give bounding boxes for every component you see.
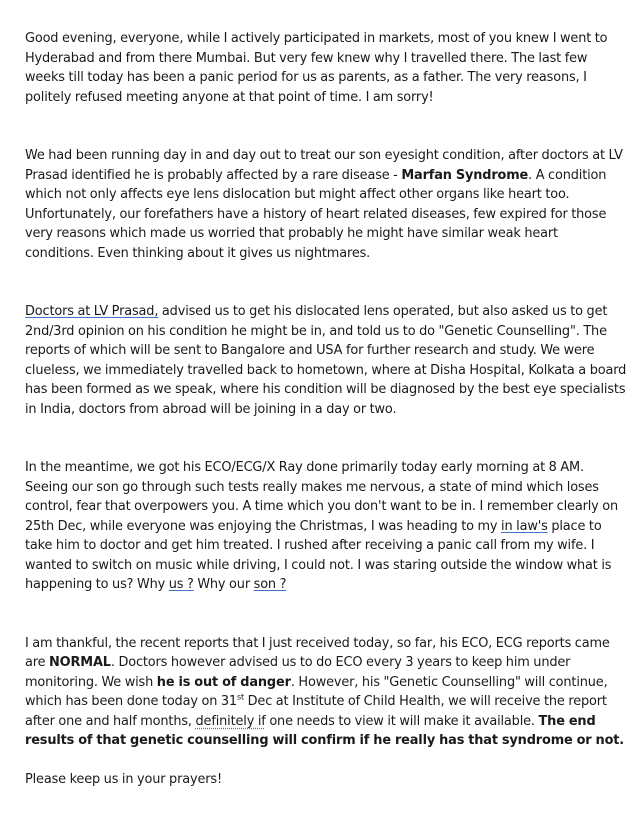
paragraph-meantime — [25, 458, 630, 595]
thankful-text-4: Dec at Institute of Child Health, we will receive the report after one and half months, — [25, 694, 607, 729]
meantime-text-1: In the meantime, we got his ECO/ECG/X Ray done primarily today early morning at 8 AM. Seeing our son go through such tests really makes me nervous, a state of mind which loses control, fear that overpowers you. A time which you don't want to be in. I remember clearly on 25th Dec, while everyone was enjoying the Christmas, I was heading to my — [25, 460, 619, 534]
us-question: us ? — [168, 577, 194, 592]
date-ordinal: st — [236, 692, 244, 702]
condition-text-1: We had been running day in and day out to treat our son eyesight condition, after doctors at LV Prasad identified he is probably affected by a rare disease - — [25, 148, 623, 183]
normal-text: NORMAL — [49, 655, 111, 670]
paragraph-prayers — [25, 770, 630, 790]
greeting-text: Good evening, everyone, while I actively participated in markets, most of you knew I went to Hyderabad and from there Mumbai. But very few knew why I travelled there. The last few weeks till today has been a panic period for us as parents, as a father. The very reasons, I politely refused meeting anyone at that point of time. I am sorry! — [25, 31, 608, 105]
thankful-text-3: . However, his "Genetic Counselling" will continue, which has been done today on 31 — [25, 674, 608, 709]
in-laws-text: in law's — [501, 518, 548, 534]
paragraph-thankful — [25, 634, 630, 751]
document-page — [25, 29, 630, 790]
paragraph-condition — [25, 146, 630, 263]
definitely-if-text: definitely if — [195, 713, 266, 729]
thankful-text-2: . Doctors however advised us to do ECO every 3 years to keep him under monitoring. We wish — [25, 655, 571, 690]
meantime-text-3: Why our — [193, 577, 254, 592]
end-results-text: The end results of that genetic counselling will confirm if he really has that syndrome or not. — [25, 713, 625, 748]
paragraph-doctors — [25, 302, 630, 419]
doctors-at-lv-prasad: Doctors at LV Prasad, — [25, 304, 159, 319]
syndrome-name: Marfan Syndrome — [401, 167, 529, 183]
thankful-text-5: one needs to view it will make it available. — [265, 713, 539, 729]
son-question: son ? — [253, 577, 287, 592]
thankful-text-1: I am thankful, the recent reports that I just received today, so far, his ECO, ECG reports came are — [25, 635, 610, 670]
meantime-text-2: place to take him to doctor and get him treated. I rushed after receiving a panic call from my wife. I wanted to switch on music while driving, I could not. I was staring outside the window what is happening to us? Why — [25, 518, 612, 592]
doctors-text: advised us to get his dislocated lens operated, but also asked us to get 2nd/3rd opinion on his condition he might be in, and told us to do "Genetic Counselling". The reports of which will be sent to Bangalore and USA for further research and study. We were clueless, we immediately travelled back to hometown, where at Disha Hospital, Kolkata a board has been formed as we speak, where his condition will be diagnosed by the best eye specialists in India, doctors from abroad will be joining in a day or two. — [25, 304, 627, 417]
condition-text-2: . A condition which not only affects eye lens dislocation but might affect other organs like heart too. Unfortunately, our forefathers have a history of heart related diseases, few expired for those very reasons which made us worried that probably he might have similar weak heart conditions. Even thinking about it gives us nightmares. — [25, 167, 607, 261]
prayers-text: Please keep us in your prayers! — [25, 772, 222, 787]
paragraph-greeting — [25, 29, 630, 107]
out-of-danger-text: he is out of danger — [156, 674, 291, 690]
